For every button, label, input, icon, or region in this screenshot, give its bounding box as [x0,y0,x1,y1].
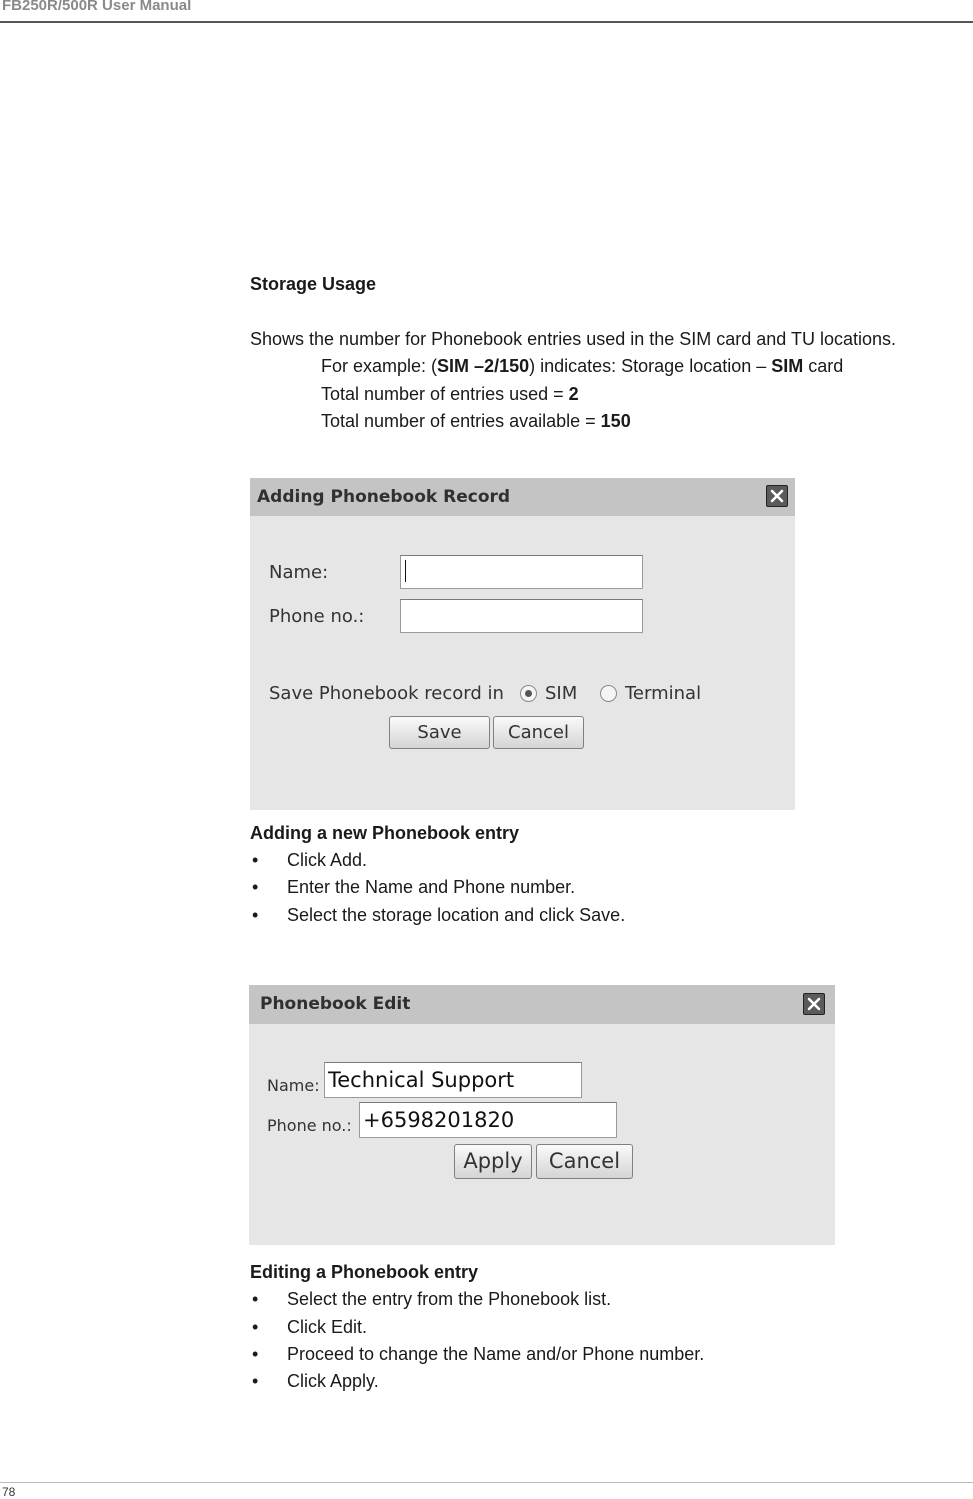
cancel-button[interactable]: Cancel [536,1144,633,1179]
editing-step-2: Click Edit. [287,1317,368,1337]
storage-usage-intro: Shows the number for Phonebook entries used in the SIM card and TU locations. [250,329,897,349]
footer-divider [0,1482,973,1483]
storage-example [321,355,843,377]
name-input[interactable] [400,555,643,589]
save-button[interactable]: Save [389,716,490,749]
entries-used [321,383,579,405]
editing-step-4: Click Apply. [287,1371,379,1391]
dialog-title: Phonebook Edit [260,994,411,1014]
dialog-titlebar [250,478,795,516]
sim-option-label[interactable]: SIM [545,683,578,704]
dialog-title: Adding Phonebook Record [257,487,511,507]
adding-step-3: Select the storage location and click Save. [287,905,626,925]
bullet-icon: • [252,1344,259,1364]
bullet-icon: • [252,1289,259,1309]
phonebook-edit-dialog [249,985,835,1245]
close-button[interactable] [803,993,825,1015]
close-icon [804,994,824,1014]
example-location: SIM [771,356,804,376]
close-icon [767,486,787,506]
save-location-label: Save Phonebook record in [269,683,504,704]
entries-available-value: 150 [600,411,631,431]
name-label: Name: [267,1076,320,1095]
editing-step-1: Select the entry from the Phonebook list. [287,1289,612,1309]
page-number: 78 [2,1485,16,1499]
phone-input[interactable]: +6598201820 [359,1102,617,1138]
example-mid: ) indicates: Storage location – [529,356,772,376]
entries-available-label: Total number of entries available = [321,411,601,431]
add-phonebook-dialog [250,478,795,810]
adding-step-1: Click Add. [287,850,368,870]
apply-button[interactable]: Apply [454,1144,532,1179]
adding-entry-heading: Adding a new Phonebook entry [250,823,520,843]
example-suffix: card [803,356,844,376]
name-label: Name: [269,562,329,583]
entries-available [321,410,631,432]
phone-input[interactable] [400,599,643,633]
bullet-icon: • [252,1317,259,1337]
terminal-option-label[interactable]: Terminal [625,683,702,704]
bullet-icon: • [252,850,259,870]
storage-usage-heading: Storage Usage [250,274,377,294]
adding-step-2: Enter the Name and Phone number. [287,877,576,897]
entries-used-label: Total number of entries used = [321,384,569,404]
editing-entry-heading: Editing a Phonebook entry [250,1262,479,1282]
terminal-radio[interactable] [600,685,617,702]
editing-step-3: Proceed to change the Name and/or Phone number. [287,1344,705,1364]
example-prefix: For example: ( [321,356,438,376]
phone-label: Phone no.: [267,1116,352,1135]
radio-selected-dot [525,690,532,697]
example-code: SIM –2/150 [437,356,530,376]
bullet-icon: • [252,905,259,925]
cancel-button[interactable]: Cancel [493,716,584,749]
manual-title: FB250R/500R User Manual [2,0,192,14]
phone-label: Phone no.: [269,606,365,627]
text-cursor [405,560,406,582]
close-button[interactable] [766,485,788,507]
bullet-icon: • [252,1371,259,1391]
bullet-icon: • [252,877,259,897]
dialog-titlebar [249,985,835,1024]
sim-radio[interactable] [520,685,537,702]
header-divider [0,21,973,23]
name-input[interactable]: Technical Support [324,1062,582,1098]
entries-used-value: 2 [568,384,579,404]
